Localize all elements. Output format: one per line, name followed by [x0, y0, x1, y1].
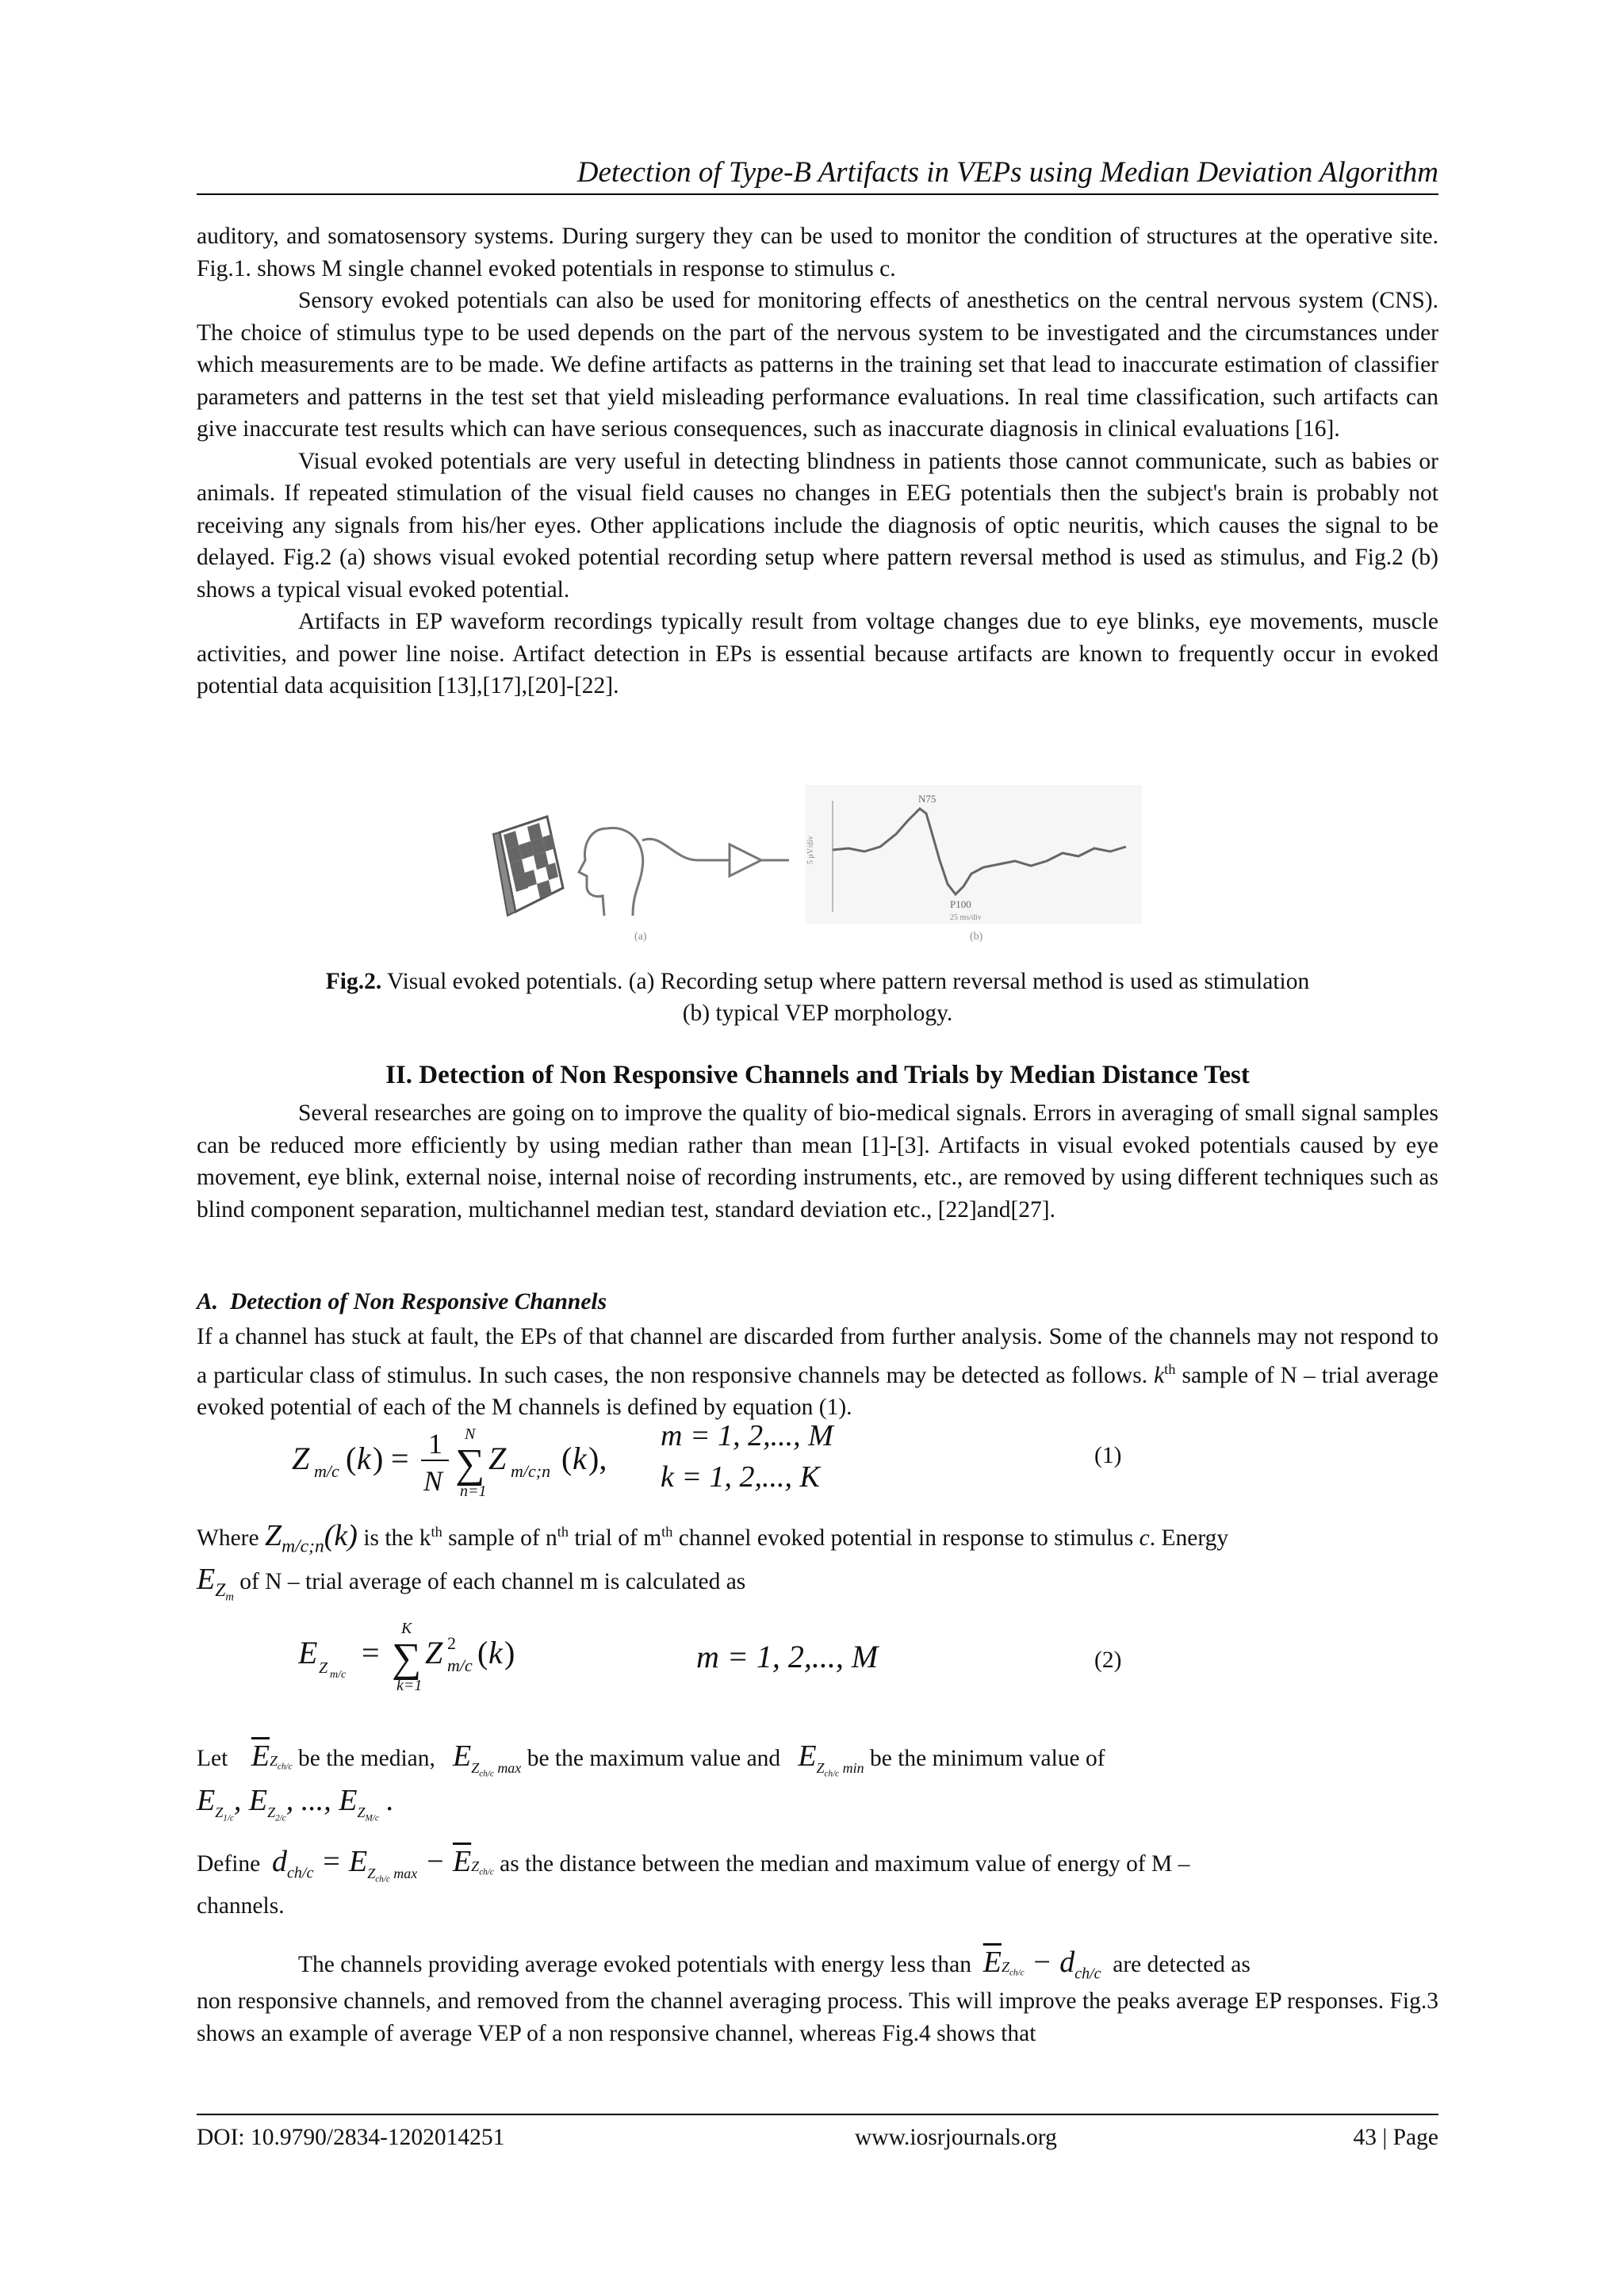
equation-2	[197, 1609, 1438, 1697]
e-max-symbol: $E_{Z_{ch/c} max}$	[452, 1739, 522, 1779]
where-text-7: . Energy	[1149, 1525, 1229, 1551]
where-text-2: is the k	[357, 1525, 431, 1551]
svg-text:(: (	[346, 1441, 357, 1476]
footer-site: www.iosrjournals.org	[855, 2125, 1057, 2150]
k-symbol: k	[1154, 1362, 1165, 1388]
svg-text:E: E	[298, 1635, 318, 1670]
subsection-label: A.	[197, 1289, 219, 1314]
svg-text:m/c: m/c	[447, 1655, 473, 1675]
svg-text:m/c: m/c	[314, 1461, 339, 1481]
paragraph-4: Artifacts in EP waveform recordings typically result from voltage changes due to eye blinks, eye movements, muscle activities, and power line noise. Artifact detection in EPs is essential because artifacts are known to frequently occur in evoked potential data acquisition [13],[17],[20]-[22].	[197, 609, 1438, 698]
let-line: Let $\overline{E}Z_{ch/c}$ be the median, $E_{Z_{ch/c} max}$ be the maximum value and $E_{Z_{ch/c} min}$ be the minimum value of	[197, 1739, 1105, 1779]
svg-text:K: K	[401, 1620, 412, 1637]
be-max-text: be the maximum value and	[527, 1746, 781, 1771]
svg-text:1: 1	[428, 1428, 442, 1460]
figure-2-caption	[197, 966, 1438, 1029]
final-para-rest: non responsive channels, and removed from the channel averaging process. This will improve the peaks average EP responses. Fig.3 shows an example of average VEP of a non responsive channel, whereas Fig.4 shows that	[197, 1988, 1438, 2046]
svg-text:k=1: k=1	[396, 1677, 423, 1694]
e-zm-symbol: $E_{Z_m}$	[197, 1563, 234, 1604]
channels-line	[197, 1890, 1438, 1923]
svg-text:=: =	[362, 1635, 380, 1670]
final-para-middle: are detected as	[1113, 1952, 1251, 1977]
vep-waveform	[805, 785, 1142, 924]
define-word: Define	[197, 1851, 261, 1877]
svg-text:n=1: n=1	[460, 1483, 487, 1500]
th-superscript: th	[1164, 1360, 1176, 1377]
svg-text:): )	[373, 1441, 384, 1476]
svg-text:∑: ∑	[392, 1636, 422, 1681]
svg-text:): )	[504, 1635, 515, 1670]
subsection-a-title	[197, 1289, 607, 1315]
where-word: Where	[197, 1525, 259, 1551]
equation-2-formula	[298, 1609, 631, 1697]
where-text-5: channel evoked potential in response to stimulus	[672, 1525, 1139, 1551]
n75-label: N75	[918, 793, 936, 805]
subsection-paragraph-1	[197, 1321, 1438, 1423]
d-formula: $d_{ch/c} = E_{Z_{ch/c} max} - \overline{E}Z_{ch/c}$	[272, 1845, 494, 1885]
svg-text:N: N	[423, 1465, 443, 1497]
final-paragraph-rest	[197, 1985, 1438, 2049]
svg-text:(: (	[477, 1635, 488, 1670]
let-word: Let	[197, 1746, 228, 1771]
checkerboard-stimulus-icon	[493, 817, 563, 916]
equation-2-number: (2)	[1094, 1647, 1122, 1673]
section-ii-title: II. Detection of Non Responsive Channels and Trials by Median Distance Test	[385, 1061, 1250, 1089]
amplifier-icon	[730, 844, 789, 876]
paragraph-3: Visual evoked potentials are very useful in detecting blindness in patients those cannot communicate, such as babies or animals. If repeated stimulation of the visual field causes no changes in EEG potentials then the subject's brain is probably not receiving any signals from his/her eyes. Other applications include the diagnosis of optic neuritis, which causes the signal to be delayed. Fig.2 (a) shows visual evoked potential recording setup where pattern reversal method is used as stimulus, and Fig.2 (b) shows a typical visual evoked potential.	[197, 448, 1438, 603]
paragraph-2: Sensory evoked potentials can also be used for monitoring effects of anesthetics on the central nervous system (CNS). The choice of stimulus type to be used depends on the part of the nervous system to be investigated and the circumstances under which measurements are to be made. We define artifacts as patterns in the training set that lead to inaccurate estimation of classifier parameters and patterns in the test set that yield misleading performance evaluations. In real time classification, such artifacts can give inaccurate test results which can have serious consequences, such as inaccurate diagnosis in clinical evaluations [16].	[197, 288, 1438, 442]
equation-1-number: (1)	[1094, 1443, 1122, 1468]
footer-doi: DOI: 10.9790/2834-1202014251	[197, 2125, 505, 2150]
footer	[197, 2114, 1438, 2155]
subsection-para-text: If a channel has stuck at fault, the EPs of that channel are discarded from further analysis. Some of the channels may not respond to a particular class of stimulus. In such cases, the non responsive channels may be detected as follows.	[197, 1324, 1438, 1388]
paragraph-1: auditory, and somatosensory systems. During surgery they can be used to monitor the condition of structures at the operative site. Fig.1. shows M single channel evoked potentials in response to stimulus c.	[197, 224, 1438, 281]
stimulus-c: c	[1139, 1525, 1150, 1551]
footer-page: 43 | Page	[1353, 2125, 1438, 2150]
svg-text:m/c: m/c	[330, 1669, 347, 1681]
energy-line	[197, 1562, 1438, 1614]
svg-text:Z: Z	[319, 1659, 328, 1677]
energy-text: of N – trial average of each channel m is calculated as	[233, 1569, 746, 1594]
figure-2	[492, 785, 1142, 943]
svg-text:),: ),	[588, 1441, 607, 1476]
svg-text:2: 2	[447, 1633, 456, 1653]
svg-text:Z: Z	[488, 1441, 507, 1476]
svg-text:Z: Z	[425, 1635, 443, 1670]
running-header	[197, 155, 1438, 195]
svg-text:(: (	[561, 1441, 573, 1476]
p100-label: P100	[950, 898, 971, 910]
where-line: Where $Z_{m/c;n}(k)$ is the $k^{th}$ sample of $n^{th}$ trial of $m^{th}$ channel evoked potential in response to stimulus c. Energy	[197, 1518, 1229, 1557]
caption-label: Fig.2.	[325, 969, 382, 994]
figure-label-a: (a)	[634, 931, 647, 943]
eq1-m-range: m = 1, 2,..., M	[661, 1419, 833, 1452]
svg-text:m/c;n: m/c;n	[511, 1461, 551, 1481]
svg-text:k: k	[488, 1635, 503, 1670]
e-median-symbol: $\overline{E}$	[251, 1739, 270, 1773]
subsection-heading: Detection of Non Responsive Channels	[229, 1289, 607, 1314]
time-scale-label: 25 ms/div	[950, 913, 982, 922]
z-mcn-symbol: $Z_{m/c;n}(k)$	[264, 1518, 358, 1557]
equation-1	[197, 1415, 1438, 1502]
svg-text:∑: ∑	[455, 1441, 485, 1487]
caption-line-2: (b) typical VEP morphology.	[682, 1001, 953, 1026]
intro-text	[197, 220, 1438, 702]
vep-figure-svg	[492, 785, 1142, 943]
subsection-para-tail: sample of N – trial average evoked potential of each of the M channels is defined by equation (1).	[197, 1362, 1439, 1420]
where-text-4: trial of m	[569, 1525, 662, 1551]
eq1-k-range: k = 1, 2,..., K	[661, 1460, 820, 1494]
section-ii-text	[197, 1097, 1438, 1226]
define-tail: as the distance between the median and maximum value of energy of M –	[500, 1851, 1190, 1877]
subsection-a-text	[197, 1321, 1438, 1423]
svg-text:k: k	[357, 1441, 371, 1476]
section-ii-paragraph: Several researches are going on to improve the quality of bio-medical signals. Errors in averaging of small signal samples can be reduced more efficiently by using median rather than mean [1]-[3]. Artifacts in visual evoked potentials caused by eye movement, eye blink, external noise, internal noise of recording instruments, etc., are removed by using different techniques such as blind component separation, multichannel median test, standard deviation etc., [22]and[27].	[197, 1100, 1438, 1223]
header-title: Detection of Type-B Artifacts in VEPs using Median Deviation Algorithm	[576, 156, 1438, 189]
eq2-m-range: m = 1, 2,..., M	[696, 1639, 879, 1674]
be-median-text: be the median,	[298, 1746, 435, 1771]
svg-text:Z: Z	[292, 1441, 310, 1476]
final-para-start: The channels providing average evoked potentials with energy less than	[298, 1952, 971, 1977]
caption-line-1: Visual evoked potentials. (a) Recording setup where pattern reversal method is used as stimulation	[381, 969, 1310, 994]
energies-list	[197, 1781, 1438, 1838]
threshold-formula: $\overline{E}Z_{ch/c} - d_{ch/c}$	[982, 1946, 1101, 1983]
energies-list-formula: $E_{Z_{1/c}}$, $E_{Z_{2/c}}$, ..., $E_{Z_{M/c}}$ .	[197, 1784, 394, 1823]
e-min-symbol: $E_{Z_{ch/c} min}$	[798, 1739, 864, 1779]
be-min-text: be the minimum value of	[870, 1746, 1105, 1771]
figure-label-b: (b)	[970, 931, 983, 943]
svg-text:k: k	[573, 1441, 587, 1476]
equation-1-formula	[292, 1415, 1005, 1502]
channels-word: channels.	[197, 1893, 285, 1919]
where-text-3: sample of n	[442, 1525, 557, 1551]
amplitude-scale-label: 5 μV/div	[806, 836, 815, 864]
svg-text:N: N	[465, 1425, 476, 1443]
svg-text:=: =	[391, 1441, 409, 1476]
head-outline-icon	[579, 828, 730, 916]
